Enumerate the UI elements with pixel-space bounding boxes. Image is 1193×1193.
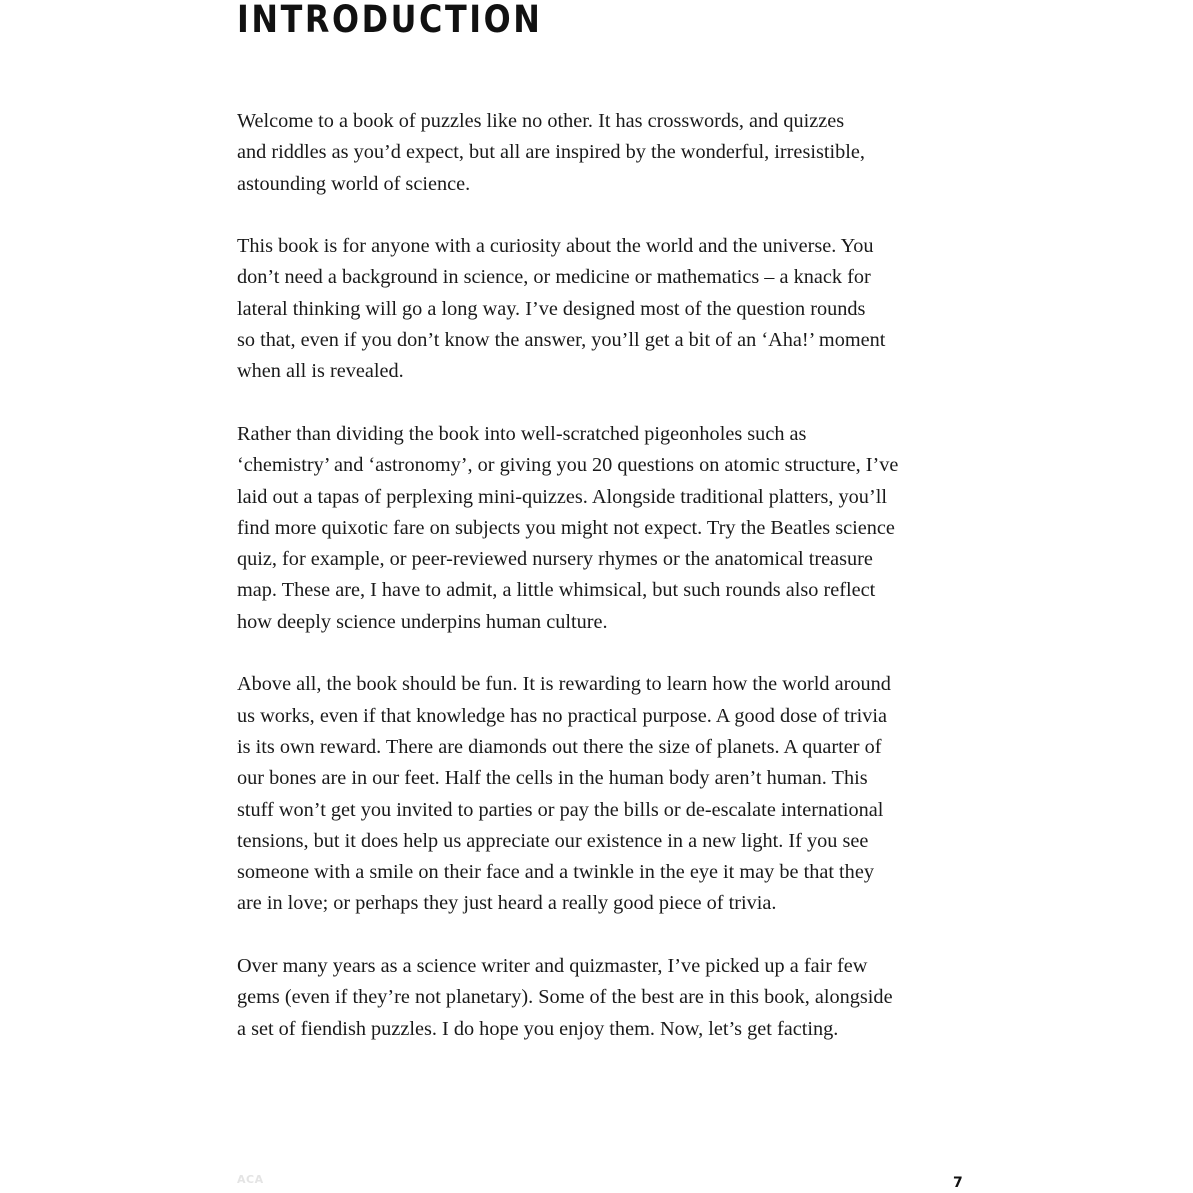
text-line: tensions, but it does help us appreciate our existence in a new light. If you see xyxy=(237,829,869,852)
text-line: gems (even if they’re not planetary). Some of the best are in this book, alongside xyxy=(237,986,893,1009)
paragraph-1 xyxy=(237,106,937,200)
text-line: This book is for anyone with a curiosity about the world and the universe. You xyxy=(237,235,874,258)
text-line: and riddles as you’d expect, but all are inspired by the wonderful, irresistible, xyxy=(237,141,865,164)
text-line: stuff won’t get you invited to parties or pay the bills or de-escalate international xyxy=(237,798,884,821)
text-line: don’t need a background in science, or medicine or mathematics – a knack for xyxy=(237,266,871,289)
text-line: laid out a tapas of perplexing mini-quizzes. Alongside traditional platters, you’ll xyxy=(237,485,887,508)
text-line: is its own reward. There are diamonds out there the size of planets. A quarter of xyxy=(237,735,882,758)
text-line: us works, even if that knowledge has no practical purpose. A good dose of trivia xyxy=(237,704,887,727)
text-line: lateral thinking will go a long way. I’ve designed most of the question rounds xyxy=(237,297,866,320)
text-line: Welcome to a book of puzzles like no other. It has crosswords, and quizzes xyxy=(237,110,845,132)
text-line: so that, even if you don’t know the answer, you’ll get a bit of an ‘Aha!’ moment xyxy=(237,329,886,352)
text-line: astounding world of science. xyxy=(237,172,471,195)
text-line: ‘chemistry’ and ‘astronomy’, or giving you 20 questions on atomic structure, I’ve xyxy=(237,454,899,477)
text-line: quiz, for example, or peer-reviewed nursery rhymes or the anatomical treasure xyxy=(237,548,873,571)
text-line: Over many years as a science writer and quizmaster, I’ve picked up a fair few xyxy=(237,955,868,978)
text-line: Above all, the book should be fun. It is rewarding to learn how the world around xyxy=(237,673,891,696)
text-line: a set of fiendish puzzles. I do hope you enjoy them. Now, let’s get facting. xyxy=(237,1017,839,1040)
text-line: map. These are, I have to admit, a little whimsical, but such rounds also reflect xyxy=(237,579,876,602)
page-title: INTRODUCTION xyxy=(237,0,543,41)
paragraph-3 xyxy=(237,419,937,638)
text-line: how deeply science underpins human culture. xyxy=(237,610,608,633)
page-number: 7 xyxy=(953,1175,963,1191)
paragraph-4 xyxy=(237,669,937,919)
text-line: are in love; or perhaps they just heard a really good piece of trivia. xyxy=(237,892,777,915)
paragraph-2 xyxy=(237,231,937,387)
text-line: find more quixotic fare on subjects you might not expect. Try the Beatles science xyxy=(237,516,895,539)
footer-mark: ACA xyxy=(237,1173,264,1186)
text-line: our bones are in our feet. Half the cells in the human body aren’t human. This xyxy=(237,767,868,790)
text-line: someone with a smile on their face and a twinkle in the eye it may be that they xyxy=(237,861,874,884)
text-line: Rather than dividing the book into well-scratched pigeonholes such as xyxy=(237,422,807,445)
paragraph-5 xyxy=(237,951,937,1045)
body-text xyxy=(237,106,937,1076)
text-line: when all is revealed. xyxy=(237,360,404,383)
